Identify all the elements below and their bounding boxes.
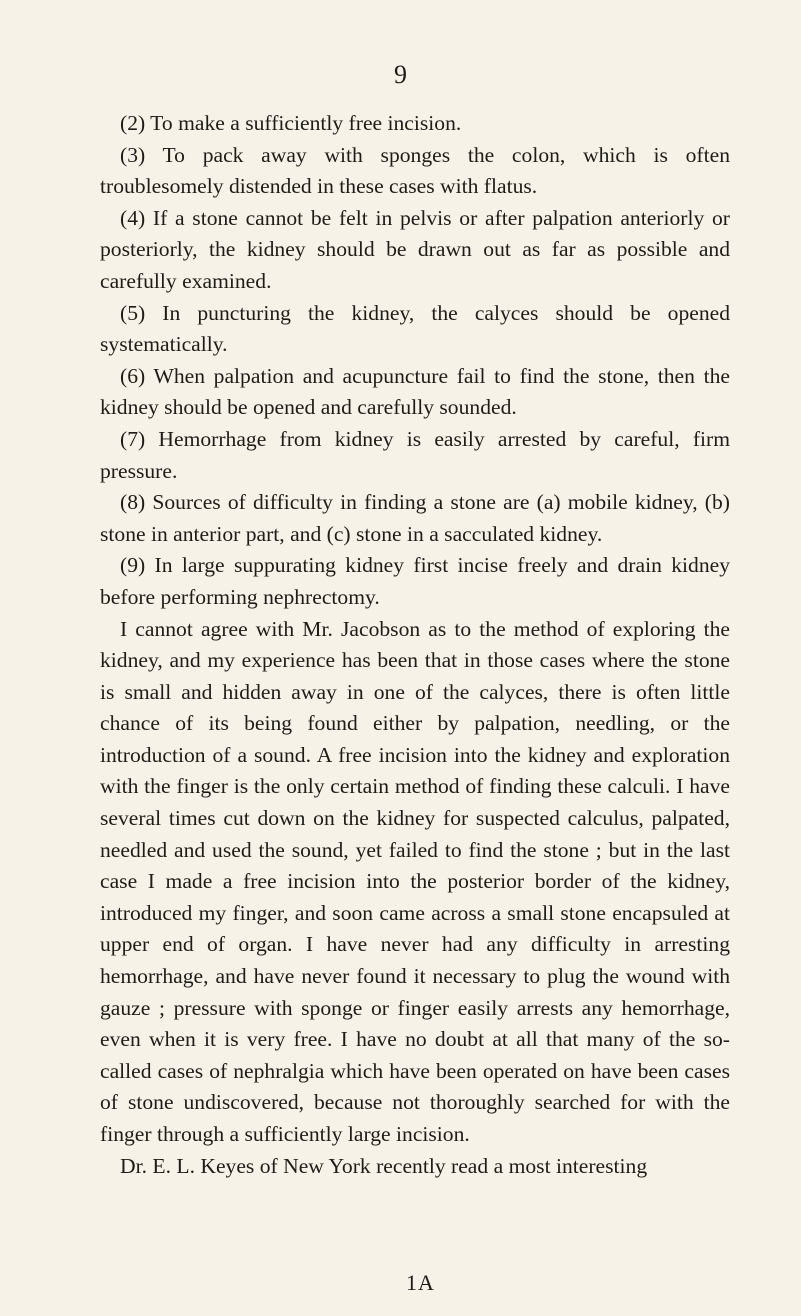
list-item-3: (3) To pack away with sponges the colon, which is often troublesomely distended in these cases with flatus. [100, 142, 730, 199]
page-number: 9 [394, 60, 407, 89]
paragraph-exploration: I cannot agree with Mr. Jacobson as to the method of exploring the kidney, and my experience has been that in those cases where the stone is small and hidden away in one of the calyces, there is often little chance of its being found either by palpation, needling, or the introduction of a sound. A free incision into the kidney and exploration with the finger is the only certain method of finding these calculi. I have several times cut down on the kidney for suspected calculus, palpated, needled and used the sound, yet failed to find the stone ; but in the last case I made a free incision into the posterior border of the kidney, introduced my finger, and soon came across a small stone encapsuled at upper end of organ. I have never had any difficulty in arresting hemorrhage, and have never found it necessary to plug the wound with gauze ; pressure with sponge or finger easily arrests any hemorrhage, even when it is very free. I have no doubt at all that many of the so-called cases of nephralgia which have been operated on have been cases of stone undiscovered, because not thoroughly searched for with the finger through a sufficiently large incision. [100, 616, 730, 1146]
list-item-5: (5) In puncturing the kidney, the calyces should be opened systematically. [100, 300, 730, 357]
list-item-6: (6) When palpation and acupuncture fail to find the stone, then the kidney should be opened and carefully sounded. [100, 363, 730, 420]
list-item-4: (4) If a stone cannot be felt in pelvis or after palpation anteriorly or posteriorly, the kidney should be drawn out as far as possible and carefully examined. [100, 205, 730, 293]
signature-mark: 1A [406, 1270, 435, 1295]
list-item-8: (8) Sources of difficulty in finding a stone are (a) mobile kidney, (b) stone in anterior part, and (c) stone in a sacculated kidney. [100, 490, 730, 546]
list-item-2: (2) To make a sufficiently free incision. [120, 111, 462, 135]
body-text [100, 108, 730, 1182]
list-item-9: (9) In large suppurating kidney first incise freely and drain kidney before performing nephrectomy. [100, 553, 730, 609]
list-item-7: (7) Hemorrhage from kidney is easily arrested by careful, firm pressure. [100, 426, 730, 483]
paragraph-keyes: Dr. E. L. Keyes of New York recently read a most interesting [120, 1153, 648, 1178]
